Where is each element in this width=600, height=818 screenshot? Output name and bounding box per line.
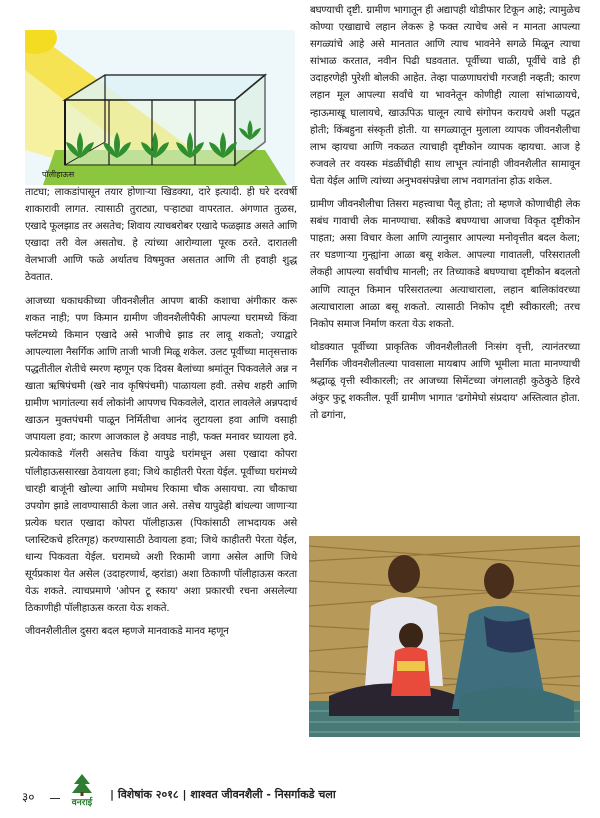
tree-icon — [72, 774, 92, 793]
paragraph: जीवनशैलीतील दुसरा बदल म्हणजे मानवाकडे मानव म्हणून — [25, 626, 229, 638]
tree-trunk-icon — [81, 792, 84, 796]
greenhouse-illustration — [25, 30, 295, 185]
child-dress — [391, 647, 431, 696]
left-text-column — [25, 184, 297, 640]
page-footer — [0, 772, 600, 812]
paragraph: बघण्याची दृष्टी. ग्रामीण भागातून ही अद्यापही थोडीफार टिकून आहे; त्यामुळेच कोण्या एखाद्याचे लहान लेकरू हे फक्त त्याचेच असे न मानता आपल्या सगळ्यांचे आहे असे मानतात आणि त्याच भावनेने सगळे मिळून त्याचा सांभाळ करतात, नवीन पिढी घडवतात. पूर्वीच्या चाळी, पूर्वीचे वाडे ही उदाहरणेही पुरेशी बोलकी आहेत. तेव्हा पाळणाघरांची गरजही नव्हती; कारण लहान मूल आपल्या सर्वांचे या भावनेतून कोणीही त्याला सांभाळायचे, न्हाऊमाखू घालायचे, खाऊपिऊ घालून त्याचे संगोपन करायचे अशी पद्धत होती; किंबहुना संस्कृती होती. या सगळ्यातून मुलाला व्यापक जीवनशैलीचा लाभ व्हायचा आणि नकळत त्याचाही दृष्टीकोन व्यापक व्हायचा. आज हे रुजवले तर वयस्क मंडळींचीही साथ लाभून त्यांनाही जीवनशैलीत सामावून घेता येईल आणि त्यांच्या अनुभवसंपन्नेचा लाभ नवागतांना होऊ शकेल. — [310, 5, 580, 187]
right-text-column — [310, 2, 580, 424]
paragraph: ताटघा; लाकडांपासून तयार होणाऱ्या खिडक्या, दारे इत्यादी. ही घरे दरवर्षी शाकारावी लागत. त्यासाठी तुराट्या, पऱ्हाट्या वापरतात. अंगणात तुळस, एखादे फूलझाड तर असतेच; शिवाय त्याचबरोबर एखादे फळझाड असते आणि एखादा तरी वेल असतोच. हे त्यांच्या आरोग्याला पूरक ठरते. दारातली वेलभाजी आणि फळे अर्थातच विषमुक्त असतात आणि ती हवाही शुद्ध ठेवतात. — [25, 187, 297, 284]
footer-rule — [50, 798, 60, 799]
page-number: ३० — [22, 790, 35, 804]
man-head — [388, 555, 420, 593]
paragraph: आजच्या धकाधकीच्या जीवनशैलीत आपण बाकी कशाचा अंगीकार करू शकत नाही; पण किमान ग्रामीण जीवनशैलीपैकी आपल्या घरामध्ये किंवा फ्लॅटमध्ये किमान एखादे असे भाजीचे झाड तर लावू शकतो; ज्याद्वारे आपल्याला नैसर्गिक आणि ताजी भाजी मिळू शकेल. उलट पूर्वीच्या मातृसत्ताक पद्धतीतील शेतीचे स्मरण म्हणून एक दिवस बैलांच्या श्रमांतून पिकवलेले अन्न न खाता ऋषिपंचमी (खरे नाव कृषिपंचमी) पाळायला हवी. तसेच शहरी आणि ग्रामीण भागांतल्या सर्व लोकांनी आपणच पिकवलेले, दारात लावलेले अन्नपदार्थ खाऊन मुक्तपंचमी पाळून निर्मितीचा आनंद लुटायला हवा आणि वसाही जपायला हवा; कारण आजकाल हे अवघड नाही, फक्त मनावर घ्यायला हवे. प्रत्येकाकडे गॅलरी असतेच किंवा यापुढे घरांमधून असा एखादा कोपरा पॉलीहाऊससारखा ठेवायला हवा; जिथे काहीतरी पेरता येईल. पूर्वीच्या घरांमध्ये चारही बाजूंनी खोल्या आणि मधोमध रिकामा चौक असायचा. त्या चौकाचा उपयोग झाडे लावण्यासाठी केला जात असे. तसेच यापुढेही बांधल्या जाणाऱ्या प्रत्येक घरात एखादा कोपरा पॉलीहाऊस (पिकांसाठी लाभदायक असे प्लास्टिकचे हरितगृह) करण्यासाठी ठेवायला हवा; जिथे काहीतरी पेरता येईल, धान्य पिकवता येईल. घरामध्ये अशी रिकामी जागा असेल आणि जिथे सूर्यप्रकाश येत असेल (उदाहरणार्थ, व्हरांडा) अशा ठिकाणी पॉलीहाऊस करता येऊ शकते. त्याचप्रमाणे 'ओपन टू स्काय' अशा प्रकारची रचना असलेल्या ठिकाणीही पॉलीहाऊस करता येऊ शकते. — [25, 295, 298, 615]
woman-blouse — [484, 616, 535, 653]
figure-caption: पॉलीहाऊस — [42, 170, 75, 179]
logo-text: वनराई — [71, 798, 93, 808]
paragraph: थोडक्यात पूर्वीच्या प्राकृतिक जीवनशैलीतली निःसंग वृत्ती, त्यानंतरच्या नैसर्गिक जीवनशैलीतल्या पावसाला मायबाप आणि भूमीला माता मानण्याची श्रद्धाळू वृत्ती स्वीकारली; तर आजच्या सिमेंटच्या जंगलातही कुठेकुठे हिरवे अंकुर फुटू शकतील. पूर्वी ग्रामीण भागात 'ढगोमेघो संप्रदाय' अस्तित्वात होता. तो ढगांना, — [310, 341, 580, 422]
family-photo-drawing — [309, 536, 580, 737]
child-head — [399, 623, 423, 649]
vanrai-logo — [60, 772, 104, 808]
greenhouse-drawing — [25, 30, 295, 185]
child-dress-pattern — [397, 661, 425, 671]
issue-info: | विशेषांक २०१८ | शाश्वत जीवनशैली - निसर्गाकडे चला — [110, 788, 336, 801]
paragraph: ग्रामीण जीवनशैलीचा तिसरा महत्त्वाचा पैलू होता; तो म्हणजे कोणाचीही लेक सबंध गावाची लेक मानण्याचा. स्त्रीकडे बघण्याचा आजचा विकृत दृष्टीकोन पाहता; असा विचार केला आणि त्यानुसार आपल्या मनोवृत्तीत बदल केला; तर घडणाऱ्या गुन्ह्यांना आळा बसू शकेल. आपल्या गावातली, परिसरातली लेकही आपल्या सर्वांचीच मानली; तर तिच्याकडे बघण्याचा दृष्टीकोन बदलतो आणि त्यातून किमान परिसरातल्या अत्याचाराला, लहान बालिकांवरच्या अत्याचाराला आळा बसू शकतो. त्यासाठी निकोप दृष्टी स्वीकारली; तरच निकोप समाज निर्माण करता येऊ शकतो. — [310, 199, 580, 330]
family-photo — [309, 536, 580, 737]
woman-head — [484, 563, 514, 599]
greenhouse-front — [65, 100, 235, 165]
